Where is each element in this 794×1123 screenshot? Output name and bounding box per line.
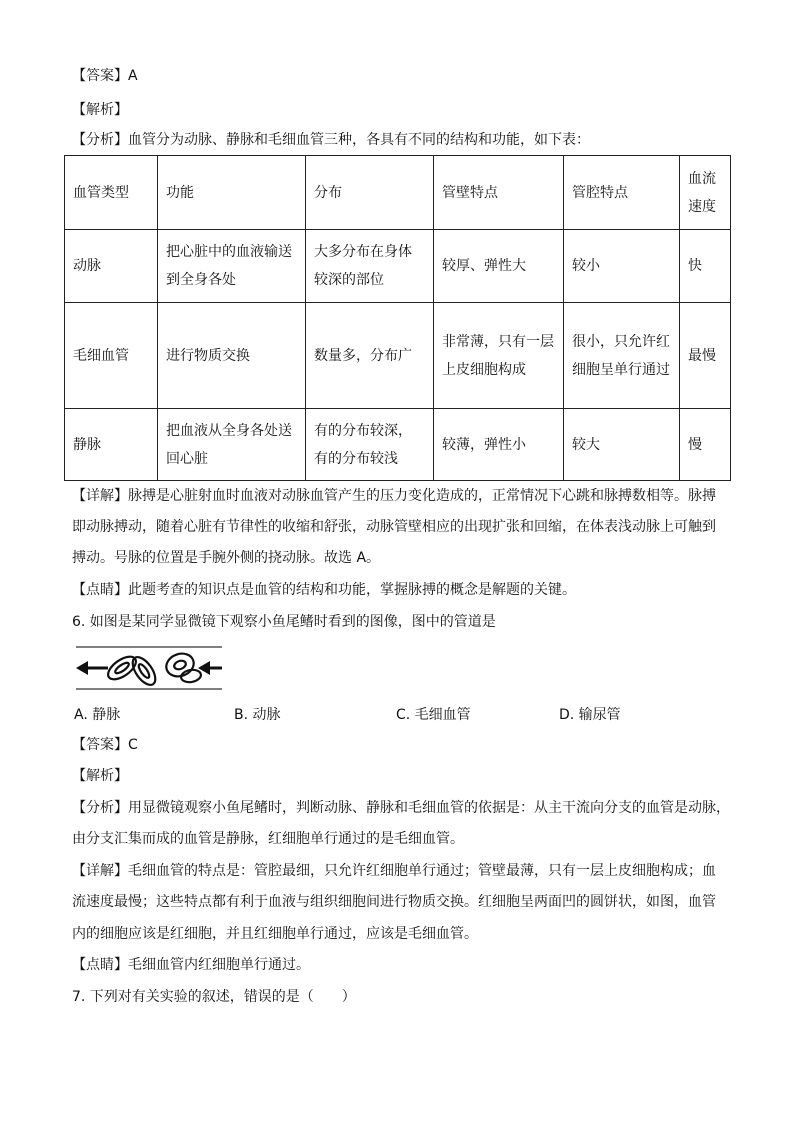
table-cell: 静脉 [65,409,158,481]
q6-stem: 6. 如图是某同学显微镜下观察小鱼尾鳍时看到的图像，图中的管道是 [72,614,496,630]
q5-detail-line: 搏动。号脉的位置是手腕外侧的挠动脉。故选 A。 [72,550,381,566]
table-row [65,230,731,303]
table-header-cell: 血管类型 [65,156,158,230]
q5-detail-line: 【详解】脉搏是心脏射血时血液对动脉血管产生的压力变化造成的，正常情况下心跳和脉搏数相等。脉搏 [72,488,716,504]
q6-answer: 【答案】C [72,737,138,753]
q6-detail-line: 【详解】毛细血管的特点是：管腔最细，只允许红细胞单行通过；管壁最薄，只有一层上皮细胞构成；血 [72,863,716,879]
table-header-row [65,156,731,230]
q6-detail-line: 内的细胞应该是红细胞，并且红细胞单行通过，应该是毛细血管。 [72,926,478,942]
red-blood-cell-icon [104,650,202,689]
table-header-cell: 功能 [158,156,306,230]
q6-analysis-line: 【分析】用显微镜观察小鱼尾鳍时，判断动脉、静脉和毛细血管的依据是：从主干流向分支的血管是动脉， [72,800,730,816]
q7-stem: 7. 下列对有关实验的叙述，错误的是（ ） [72,989,356,1005]
table-cell: 毛细血管 [65,303,158,409]
table-header-cell: 分布 [306,156,434,230]
q6-analysis-heading: 【解析】 [72,768,128,784]
q5-answer: 【答案】A [72,68,138,84]
q6-detail-line: 流速度最慢；这些特点都有利于血液与组织细胞间进行物质交换。红细胞呈两面凹的圆饼状，如图，血管 [72,894,716,910]
table-row [65,409,731,481]
arrow-left-icon [76,661,108,675]
capillary-figure [74,644,224,698]
capillary-drawing [74,644,224,694]
q6-option-b: B. 动脉 [234,707,281,723]
q6-option-d: D. 输尿管 [559,707,621,723]
table-header-cell: 管腔特点 [564,156,680,230]
q6-option-a: A. 静脉 [74,707,121,723]
q6-comment: 【点睛】毛细血管内红细胞单行通过。 [72,957,310,973]
table-cell: 进行物质交换 [158,303,306,409]
table-header-cell: 管壁特点 [434,156,564,230]
table-cell: 慢 [680,409,731,481]
table-cell: 动脉 [65,230,158,303]
table-cell: 较小 [564,230,680,303]
table-cell: 快 [680,230,731,303]
table-cell: 较薄，弹性小 [434,409,564,481]
table-cell: 最慢 [680,303,731,409]
table-cell: 把心脏中的血液输送到全身各处 [158,230,306,303]
vessel-table [64,155,731,481]
q5-analysis: 【分析】血管分为动脉、静脉和毛细血管三种，各具有不同的结构和功能，如下表： [72,132,590,148]
table-cell: 较厚、弹性大 [434,230,564,303]
table-cell: 把血液从全身各处送回心脏 [158,409,306,481]
q5-analysis-heading: 【解析】 [72,102,128,118]
q5-comment: 【点睛】此题考查的知识点是血管的结构和功能，掌握脉搏的概念是解题的关键。 [72,582,576,598]
table-cell: 有的分布较深，有的分布较浅 [306,409,434,481]
q5-detail-line: 即动脉搏动，随着心脏有节律性的收缩和舒张，动脉管壁相应的出现扩张和回缩，在体表浅动脉上可触到 [72,519,716,535]
table-cell: 很小，只允许红细胞呈单行通过 [564,303,680,409]
table-cell: 较大 [564,409,680,481]
table-cell: 大多分布在身体较深的部位 [306,230,434,303]
table-cell: 数量多，分布广 [306,303,434,409]
table-header-cell: 血流速度 [680,156,731,230]
table-cell: 非常薄，只有一层上皮细胞构成 [434,303,564,409]
table-row [65,303,731,409]
arrow-left-icon [198,661,222,675]
q6-option-c: C. 毛细血管 [396,707,471,723]
q6-analysis-line: 由分支汇集而成的血管是静脉，红细胞单行通过的是毛细血管。 [72,831,464,847]
